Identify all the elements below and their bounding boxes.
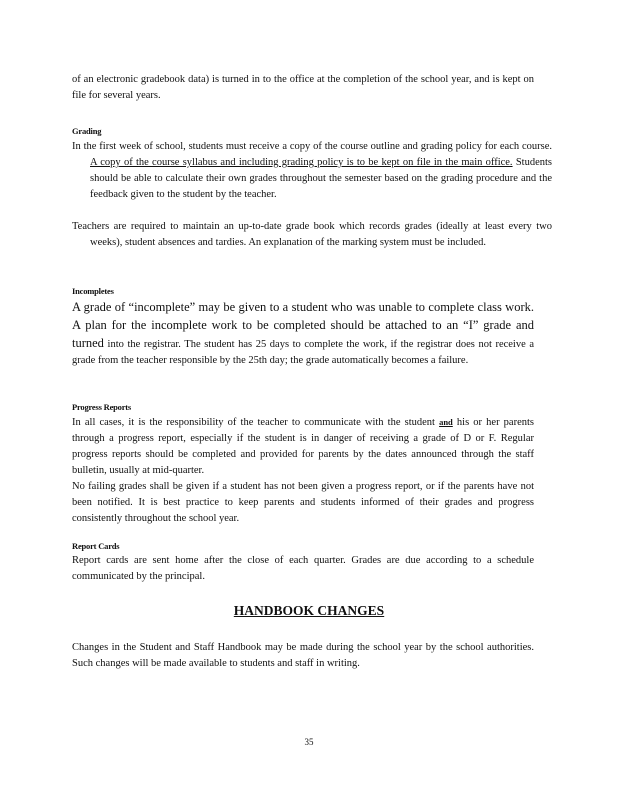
- intro-paragraph: of an electronic gradebook data) is turned in to the office at the completion of the school year, and is kept on file for several years.: [72, 74, 534, 101]
- grading-text-a: In the first week of school, students must receive a copy of the course outline and grading policy for each course.: [72, 141, 552, 152]
- incompletes-paragraph: [72, 299, 534, 369]
- incompletes-large-text: A grade of “incomplete” may be given to a student who was unable to complete class work. A plan for the incomplete work to be completed should be attached to an “I” grade and turned: [72, 300, 534, 350]
- incompletes-heading: Incompletes: [72, 286, 114, 296]
- grading-paragraph-1: [72, 139, 552, 203]
- grading-text-b: Students should be able to calculate their own grades throughout the semester based on the grading procedure and the feedback given to the student by the teacher.: [90, 157, 552, 200]
- progress-paragraph-2: No failing grades shall be given if a student has not been given a progress report, or if the parents have not been notified. It is best practice to keep parents and students informed of their grades and progress consistently throughout the school year.: [72, 481, 534, 524]
- handbook-changes-title: HANDBOOK CHANGES: [233, 603, 385, 618]
- progress-reports-heading: Progress Reports: [72, 402, 132, 412]
- handbook-changes-paragraph: Changes in the Student and Staff Handbook may be made during the school year by the school authorities. Such changes will be made available to students and staff in writing.: [72, 642, 534, 669]
- report-cards-heading: Report Cards: [72, 541, 120, 551]
- grading-paragraph-2: Teachers are required to maintain an up-to-date grade book which records grades (ideally at least every two weeks), student absences and tardies. An explanation of the marking system must be included.: [72, 221, 552, 248]
- progress-text-b: his or her parents through a progress report, especially if the student is in danger of receiving a grade of D or F. Regular progress reports should be completed and provided for parents by the dates announced through the staff bulletin, usually at mid-quarter.: [72, 417, 535, 476]
- progress-and-underlined: and: [439, 417, 453, 427]
- grading-underlined-text: A copy of the course syllabus and including grading policy is to be kept on file in the main office.: [90, 157, 513, 168]
- incompletes-text: into the registrar. The student has 25 days to complete the work, if the registrar does not receive a grade from the teacher responsible by the 25th day; the grade automatically becomes a failure.: [72, 339, 535, 366]
- grading-heading: Grading: [72, 126, 102, 136]
- page-number: 35: [304, 737, 314, 747]
- progress-paragraph-1: [72, 414, 534, 479]
- report-cards-paragraph: Report cards are sent home after the close of each quarter. Grades are due according to a schedule communicated by the principal.: [72, 555, 534, 582]
- progress-text-a: In all cases, it is the responsibility of the teacher to communicate with the student: [72, 417, 435, 428]
